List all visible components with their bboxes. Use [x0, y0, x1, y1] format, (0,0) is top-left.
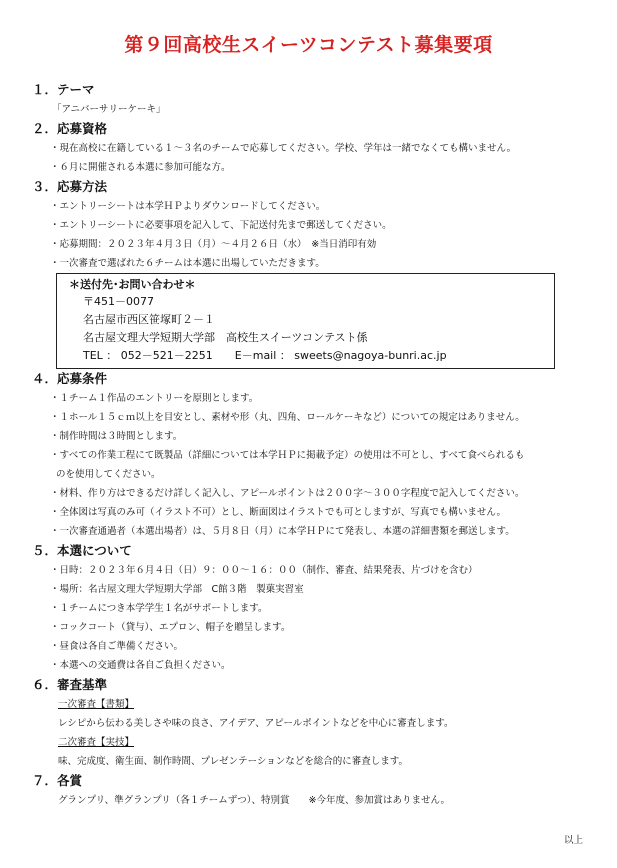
list-item: ・６月に開催される本選に参加可能な方。 — [50, 162, 231, 173]
list-item-continuation: のを使用してください。 — [56, 469, 161, 480]
first-screening-description: レシピから伝わる美しさや味の良さ、アイデア、アピールポイントなどを中心に審査します。 — [58, 718, 454, 729]
section-heading-eligibility: ２．応募資格 — [32, 121, 108, 136]
theme-text: 「アニバーサリーケーキ」 — [52, 104, 166, 115]
contact-info: TEL ： 052－521－2251 E－mail ： sweets@nagoya-bunri.ac.jp — [83, 349, 447, 362]
list-item: ・制作時間は３時間とします。 — [50, 431, 183, 442]
list-item: ・一次審査で選ばれた６チームは本選に出場していただきます。 — [50, 258, 325, 269]
list-item: ・すべての作業工程にて既製品（詳細については本学ＨＰに掲載予定）の使用は不可とし、すべて食べられるも — [50, 450, 525, 461]
first-screening-title: 一次審査【書類】 — [58, 699, 135, 710]
awards-text: グランプリ、準グランプリ（各１チームずつ）、特別賞 ※今年度、参加賞はありません。 — [58, 795, 451, 806]
list-item: ・１チームにつき本学学生１名がサポートします。 — [50, 603, 268, 614]
list-item: ・エントリーシートは本学ＨＰよりダウンロードしてください。 — [50, 201, 326, 212]
list-item: ・材料、作り方はできるだけ詳しく記入し、アピールポイントは２００字～３００字程度で記入してください。 — [50, 488, 525, 499]
list-item: ・昼食は各自ご準備ください。 — [50, 641, 184, 652]
address: 名古屋市西区笹塚町２－１ — [83, 313, 215, 326]
contact-box-heading: ＊送付先･お問い合わせ＊ — [69, 278, 196, 291]
contact-box — [56, 273, 555, 369]
list-item: ・コックコート（貸与）、エプロン、帽子を贈呈します。 — [50, 622, 291, 633]
list-item: ・一次審査通過者（本選出場者）は、５月８日（月）に本学ＨＰにて発表し、本選の詳細書類を郵送します。 — [50, 526, 515, 537]
section-heading-theme: １．テーマ — [32, 82, 95, 97]
document-body — [0, 80, 617, 810]
list-item: ・１ホール１５ｃｍ以上を目安とし、素材や形（丸、四角、ロールケーキなど）についての規定はありません。 — [50, 412, 525, 423]
list-item: ・エントリーシートに必要事項を記入して、下記送付先まで郵送してください。 — [50, 220, 392, 231]
list-item: ・１チーム１作品のエントリーを原則とします。 — [50, 393, 259, 404]
list-item: ・場所：名古屋文理大学短期大学部 C館３階 製菓実習室 — [50, 584, 304, 595]
list-item: ・日時：２０２３年６月４日（日）９：００～１６：００（制作、審査、結果発表、片づけを含む） — [50, 565, 478, 576]
closing-mark: 以上 — [564, 835, 584, 846]
list-item: ・本選への交通費は各自ご負担ください。 — [50, 660, 231, 671]
organization: 名古屋文理大学短期大学部 高校生スイーツコンテスト係 — [83, 331, 368, 344]
list-item: ・現在高校に在籍している１～３名のチームで応募してください。学校、学年は一緒でなくても構いません。 — [50, 143, 517, 154]
list-item: ・全体図は写真のみ可（イラスト不可）とし、断面図はイラストでも可としますが、写真でも構いません。 — [50, 507, 507, 518]
section-heading-application-method: ３．応募方法 — [32, 179, 108, 194]
second-screening-description: 味、完成度、衛生面、制作時間、プレゼンテーションなどを総合的に審査します。 — [58, 756, 408, 767]
section-heading-awards: ７．各賞 — [32, 773, 83, 788]
page-title: 第９回高校生スイーツコンテスト募集要項 — [124, 34, 493, 56]
list-item: ・応募期間：２０２３年４月３日（月）～４月２６日（水） ※当日消印有効 — [50, 239, 377, 250]
section-heading-judging-criteria: ６．審査基準 — [32, 677, 108, 692]
second-screening-title: 二次審査【実技】 — [58, 737, 135, 748]
section-heading-final-round: ５．本選について — [32, 543, 132, 558]
postal-code: 〒451－0077 — [83, 295, 154, 308]
section-heading-conditions: ４．応募条件 — [32, 371, 108, 386]
